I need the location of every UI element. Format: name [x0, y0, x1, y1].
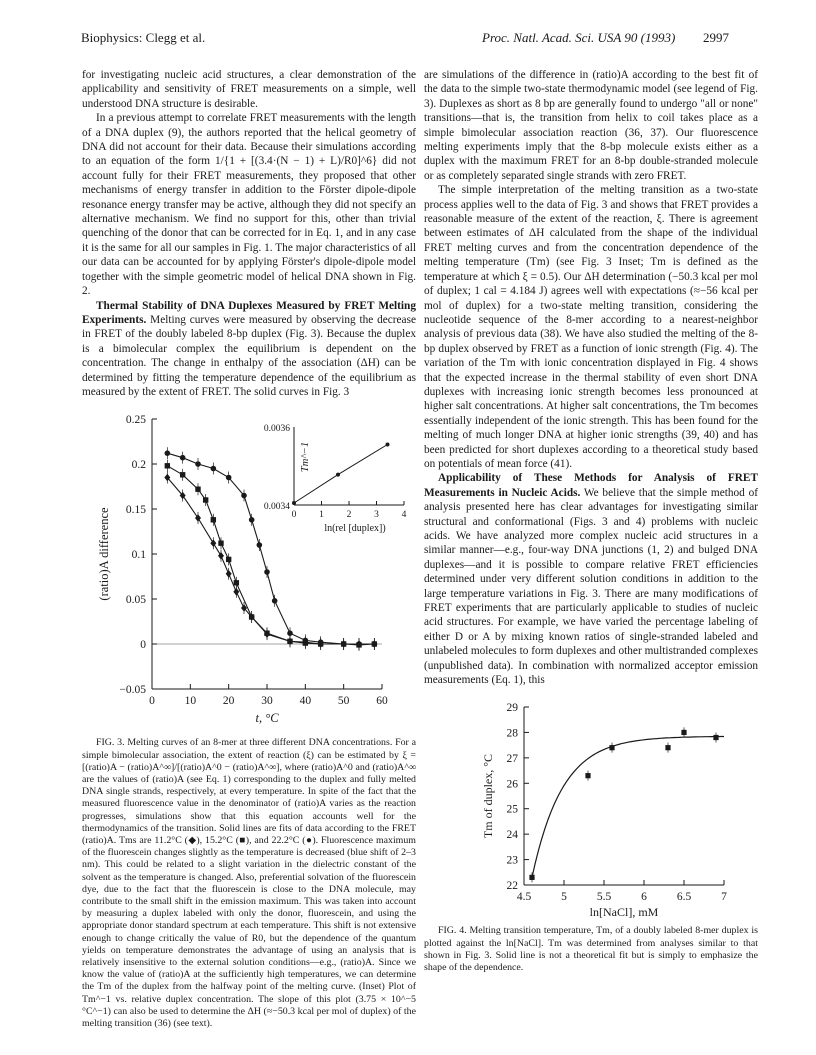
- inset-x-tick-label: 4: [401, 510, 407, 521]
- inset-point: [336, 473, 340, 477]
- paragraph: In a previous attempt to correlate FRET measurements with the length of a DNA duplex (9), the authors reported that the helical geometry of DNA did not account for their data. Because their simulations according to an equation of the form 1/{1 + [(3.4·(N − 1) + L)/R0]^6} did not account fully for their FRET measurements, they proposed that other mechanisms of energy transfer in addition to the Förster dipole-dipole resonance energy transfer may be active, although they did not specify an alternative mechanism. We find no support for this, other than trivial quenching of the donor that can be corrected for in Eq. 1, and in any case it is the same for all our samples in Fig. 1. The major characteristics of all our data can be accounted for by applying Förster's dipole-dipole model together with the simple geometric model of helical DNA shown in Fig. 2.: [82, 112, 416, 298]
- x-tick-label: 6: [641, 891, 647, 904]
- x-tick-label: 6.5: [676, 891, 692, 904]
- data-point-square: [203, 498, 208, 503]
- data-point-square: [165, 463, 170, 468]
- figure-4-caption: FIG. 4. Melting transition temperature, Tm, of a doubly labeled 8-mer duplex is plotted against the ln[NaCl]. Tm was determined from analyses similar to that shown in Fig. 3. Solid line is not a theoretical fit but is simply to emphasize the shape of the dependence.: [424, 925, 758, 974]
- x-tick-label: 7: [721, 891, 727, 904]
- x-tick-label: 10: [184, 695, 197, 708]
- y-tick-label: 24: [506, 829, 518, 842]
- left-column: [82, 68, 416, 1030]
- data-point: [665, 746, 670, 751]
- x-tick-label: 30: [261, 695, 273, 708]
- inset-x-tick-label: 1: [319, 510, 324, 521]
- trend-curve: [532, 737, 724, 878]
- data-point-circle: [272, 598, 278, 604]
- data-point-circle: [341, 642, 347, 648]
- paragraph: [82, 299, 416, 400]
- data-point-circle: [249, 517, 255, 523]
- data-point: [585, 774, 590, 779]
- inset-x-axis-label: ln(rel [duplex]): [324, 523, 386, 535]
- y-tick-label: −0.05: [119, 684, 146, 697]
- paragraph: The simple interpretation of the melting transition as a two-state process applies well to the data of Fig. 3 and shows that FRET provides a reasonable measure of the extent of the reaction, ξ. There is agreement between estimates of ΔH calculated from the shape of the individual FRET melting curves and from the concentration dependence of the melting temperature (Tm) (see Fig. 3 Inset; Tm is defined as the temperature at which ξ = 0.5). Our ΔH determination (−50.3 kcal per mol of duplex; 1 cal = 4.184 J) agrees well with expectations (≈−56 kcal per mol of duplex) for a two-state melting transition, considering the nucleotide sequence of the 8-mer according to a nearest-neighbor analysis of previous data (38). We have also studied the melting of the 8-bp duplex observed by FRET as a function of ionic strength (Fig. 4). The variation of the Tm with ionic concentration displayed in Fig. 4 shows that the expected increase in the thermal stability of even short DNA duplexes with increasing ionic strength becomes less pronounced at higher salt concentrations. At higher salt concentrations, the Tm becomes essentially independent of the ionic strength. This has been found for the melting of much longer DNA at higher ionic strengths (39, 40) and has been predicted for short duplexes according to a theoretical study based on potentials of mean force (41).: [424, 184, 758, 470]
- series-line: [167, 454, 374, 645]
- paragraph: are simulations of the difference in (ratio)A according to the best fit of the data to the simple two-state thermodynamic model (see legend of Fig. 3). Duplexes as short as 8 bp are generally found to undergo "all or none" transitions—that is, the transition from helix to coil takes place as a simple bimolecular association reaction (36, 37). Our fluorescence melting experiments imply that the 8-bp molecule exists either as a duplex with the maximum FRET for an 8-bp double-stranded molecule or as completely separated single strands with zero FRET.: [424, 69, 758, 182]
- x-tick-label: 50: [337, 695, 350, 708]
- data-point-circle: [180, 455, 186, 461]
- x-tick-label: 5.5: [596, 891, 612, 904]
- series-line: [167, 466, 374, 645]
- inset-x-tick-label: 3: [374, 510, 379, 521]
- data-point-diamond: [226, 570, 232, 578]
- running-head-journal: Proc. Natl. Acad. Sci. USA 90 (1993): [482, 30, 676, 45]
- data-point-square: [287, 639, 292, 644]
- data-point-circle: [303, 638, 309, 644]
- data-point-square: [218, 541, 223, 546]
- inset-point: [292, 501, 296, 505]
- x-axis-label: t, °C: [255, 711, 279, 726]
- section-heading: Applicability of These Methods for Analysis of FRET Measurements in Nucleic Acids.: [424, 472, 758, 499]
- figure-3-chart: [82, 407, 416, 737]
- section-heading: Thermal Stability of DNA Duplexes Measured by FRET Melting Experiments.: [82, 299, 416, 326]
- x-tick-label: 40: [299, 695, 312, 708]
- data-point: [529, 875, 534, 880]
- y-tick-label: 0.05: [125, 594, 146, 607]
- data-point-square: [249, 615, 254, 620]
- data-point-square: [234, 580, 239, 585]
- inset-x-tick-label: 2: [346, 510, 352, 521]
- figure-4-chart: [424, 695, 758, 925]
- data-point-circle: [372, 642, 378, 648]
- data-point-diamond: [233, 588, 239, 596]
- data-point-circle: [226, 475, 232, 481]
- figure-3-caption: FIG. 3. Melting curves of an 8-mer at three different DNA concentrations. For a simple bimolecular association, the extent of reaction (ξ) can be estimated by ξ = [(ratio)A − (ratio)A^∞]/[(ratio)A^0 − (ratio)A^∞], where (ratio)A^0 and (ratio)A^∞ are the values of (ratio)A (see Eq. 1) corresponding to the duplex and fully melted DNA single strands, respectively, at every temperature. In spite of the fact that the measured fluorescence value in the denominator of (ratio)A varies as the reaction progresses, simulations show that this equation accounts well for the thermodynamics of the transition. Solid lines are fits of data according to the FRET (ratio)A. Tms are 11.2°C (◆), 15.2°C (■), and 22.2°C (●). Fluorescence maximum of the fluorescein changes slightly as the temperature is decreased (blue shift of 2–3 nm). This could be related to a slight variation in the dielectric constant of the solvent as the temperature is changed. Also, preferential solvation of the fluorescein dye, due to the fact that the fluorescein is close to the DNA molecule, may contribute to the small shift in the emission maximum. This was taken into account by measuring a duplex labeled with only the donor, fluorescein, and using the appropriate donor standard spectrum at each temperature. This shift is not extensive enough to change critically the value of R0, but the dependence of the quantum yields on temperature demonstrates the advantage of using an analysis that is relatively insensitive to the external solution conditions—e.g., (ratio)A. Since we know the value of (ratio)A at the sufficiently high temperatures, we can determine the Tm of the duplex from the halfway point of the melting curve. (Inset) Plot of Tm^−1 vs. relative duplex concentration. The slope of this plot (3.75 × 10^−5 °C^−1) can also be used to determine the ΔH (≈−50.3 kcal per mol of duplex) of the melting transition (36) (see text).: [82, 737, 416, 1030]
- inset-x-tick-label: 0: [291, 510, 297, 521]
- x-tick-label: 5: [561, 891, 567, 904]
- y-tick-label: 25: [506, 804, 518, 817]
- page-number: 2997: [703, 30, 729, 45]
- data-point-circle: [318, 640, 324, 646]
- data-point-circle: [356, 642, 362, 648]
- y-tick-label: 22: [506, 880, 518, 893]
- data-point-square: [264, 631, 269, 636]
- x-axis-label: ln[NaCl], mM: [589, 905, 659, 920]
- data-point-circle: [287, 631, 293, 637]
- inset-y-tick-label: 0.0034: [263, 502, 290, 513]
- y-tick-label: 0.2: [131, 459, 146, 472]
- y-axis-label: Tm of duplex, °C: [481, 754, 495, 839]
- y-axis-label: (ratio)A difference: [97, 507, 111, 601]
- data-point-circle: [241, 493, 247, 499]
- y-tick-label: 23: [506, 855, 518, 868]
- data-point-square: [226, 557, 231, 562]
- data-point: [609, 746, 614, 751]
- inset-y-axis-label: Tm^−1: [300, 442, 311, 473]
- data-point-square: [180, 472, 185, 477]
- x-tick-label: 4.5: [516, 891, 532, 904]
- y-tick-label: 0.25: [125, 414, 146, 427]
- y-tick-label: 0.1: [131, 549, 146, 562]
- inset-y-tick-label: 0.0036: [263, 424, 290, 435]
- x-tick-label: 0: [149, 695, 155, 708]
- paragraph: for investigating nucleic acid structures, a clear demonstration of the applicability and sensitivity of FRET measurements on a simple, well understood DNA structure is desirable.: [82, 69, 416, 110]
- data-point-circle: [195, 462, 201, 468]
- y-tick-label: 0.15: [125, 504, 146, 517]
- x-tick-label: 20: [222, 695, 235, 708]
- paragraph-text: Melting curves were measured by observing the decrease in FRET of the doubly labeled 8-bp duplex (Fig. 3). Because the duplex is a bimolecular complex the equilibrium is dependent on the concentration. The change in enthalpy of the association (ΔH) can be determined by fitting the temperature dependence of the equilibrium as measured by the extent of FRET. The solid curves in Fig. 3: [82, 313, 416, 398]
- running-head-authors: Biophysics: Clegg et al.: [81, 30, 206, 45]
- y-tick-label: 29: [506, 702, 518, 715]
- y-tick-label: 0: [140, 639, 146, 652]
- y-tick-label: 26: [506, 778, 518, 791]
- data-point-circle: [165, 451, 171, 457]
- data-point-square: [195, 487, 200, 492]
- y-tick-label: 27: [506, 753, 518, 766]
- inset-point: [386, 443, 390, 447]
- right-column: [424, 68, 758, 974]
- paragraph-text: We believe that the simple method of analysis presented here has clear advantages for investigating similar structural and conformational (Figs. 3 and 4) problems with nucleic acids. We have analyzed more complex nucleic acid structures in a similar manner—e.g., four-way DNA junctions (1, 2) and bulged DNA duplexes—and it is possible to compare relative FRET efficiencies determined under very different solution conditions in addition to the large temperature variations in Fig. 3. There are many modifications of FRET experiments that are particularly applicable to studies of nucleic acid structures. For example, we have varied the percentage labeling of either D or A by mixing known ratios of single-stranded labeled and unlabeled molecules to form duplexes and other multistranded complexes (unpublished data). In combination with normalized acceptor emission measurements (Eq. 1), this: [424, 486, 758, 687]
- data-point-square: [211, 517, 216, 522]
- data-point-circle: [264, 570, 270, 576]
- y-tick-label: 28: [506, 727, 518, 740]
- data-point: [681, 730, 686, 735]
- data-point-circle: [211, 466, 217, 472]
- data-point: [713, 735, 718, 740]
- data-point-circle: [257, 543, 263, 549]
- x-tick-label: 60: [376, 695, 388, 708]
- paragraph: [424, 471, 758, 687]
